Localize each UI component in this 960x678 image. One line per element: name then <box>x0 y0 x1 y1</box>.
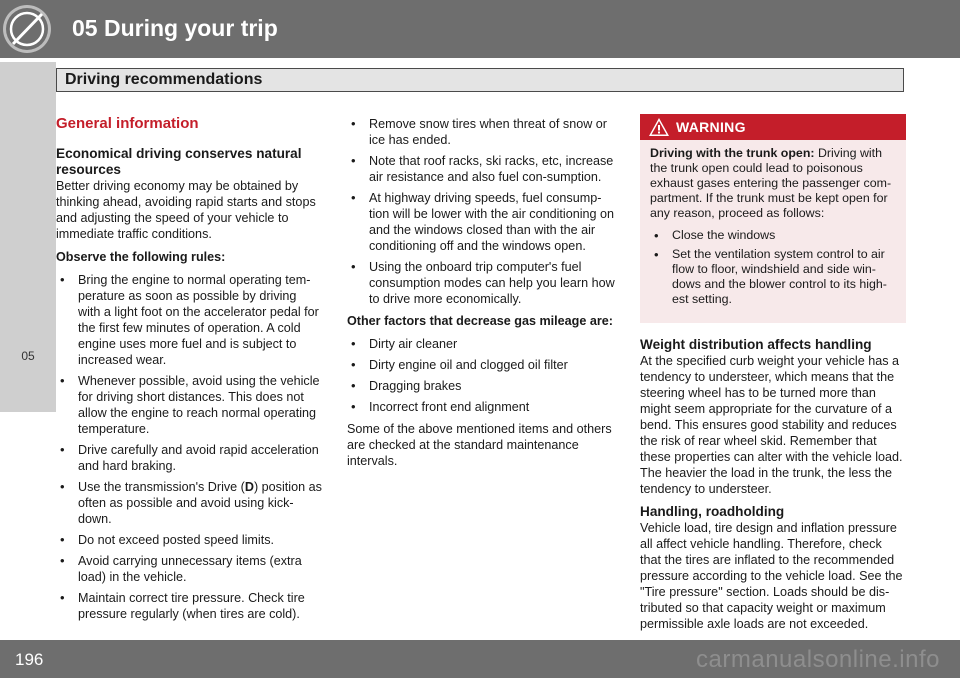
warning-lead-text: Driving with the trunk open could lead to poisonous exhaust gases entering the passenger com-partment. If the trunk must be kept open for any reason, proceed as follows: <box>650 146 892 220</box>
section-title: Driving recommendations <box>65 71 263 88</box>
maintenance-note: Some of the above mentioned items and others are checked at the standard maintenance intervals. <box>347 422 612 468</box>
column-3 <box>640 114 906 639</box>
handling-heading: Handling, roadholding <box>640 504 785 519</box>
economical-driving-intro: Better driving economy may be obtained by thinking ahead, avoiding rapid starts and stops and adjusting the speed of your vehicle to immediate traffic conditions. <box>56 179 316 241</box>
list-item: • Do not exceed posted speed limits. <box>56 532 322 548</box>
warning-header <box>640 114 906 140</box>
list-item: • Whenever possible, avoid using the vehicle for driving short distances. This does not allow the engine to reach normal operating temperature. <box>56 373 322 437</box>
list-item: • Dirty engine oil and clogged oil filter <box>347 357 615 373</box>
list-item-drive-position <box>56 479 322 527</box>
list-item: • Remove snow tires when threat of snow or ice has ended. <box>347 116 615 148</box>
drive-text-after: ) position as often as possible and avoid using kick-down. <box>78 480 322 526</box>
section-bar <box>56 68 904 92</box>
rules-list <box>56 272 322 622</box>
list-item: • Dirty air cleaner <box>347 336 615 352</box>
warning-list <box>650 228 896 307</box>
drive-text-before: Use the transmission's Drive ( <box>78 480 245 494</box>
chapter-side-tab <box>0 62 56 412</box>
chapter-title: 05 During your trip <box>72 15 278 41</box>
list-item: • At highway driving speeds, fuel consump-tion will be lower with the air conditioning on and the windows closed than with the air conditioning off and the windows open. <box>347 190 615 254</box>
list-item: • Bring the engine to normal operating tem-perature as soon as possible by driving with a light foot on the accelerator pedal for the first few minutes of operation. A cold engine uses more fuel and is subject to increased wear. <box>56 272 322 368</box>
warning-triangle-icon <box>648 117 670 137</box>
drive-letter: D <box>244 480 254 494</box>
handling-text: Vehicle load, tire design and inflation pressure all affect vehicle handling. Therefore, check that the tires are inflated to the recommended pressure according to the vehicle load. See the "Tire pressure" section. Loads should be dis-tributed so that capacity weight or maximum permissible axle loads are not exceeded. <box>640 521 903 631</box>
chapter-header <box>0 0 960 58</box>
warning-body <box>640 140 906 307</box>
warning-box <box>640 114 906 323</box>
list-item: • Maintain correct tire pressure. Check tire pressure regularly (when tires are cold). <box>56 590 322 622</box>
warning-lead: Driving with the trunk open: <box>650 146 815 160</box>
warning-text <box>650 146 896 221</box>
list-item: • Drive carefully and avoid rapid acceleration and hard braking. <box>56 442 322 474</box>
list-item: • Incorrect front end alignment <box>347 399 615 415</box>
rules-list-continued <box>347 116 615 307</box>
other-factors-label: Other factors that decrease gas mileage are: <box>347 314 613 328</box>
volvo-logo-icon <box>0 0 58 58</box>
column-2 <box>347 116 615 476</box>
list-item: • Note that roof racks, ski racks, etc, increase air resistance and also fuel con-sumption. <box>347 153 615 185</box>
rules-label: Observe the following rules: <box>56 250 226 264</box>
list-item: • Set the ventilation system control to air flow to floor, windshield and side win-dows and the blower control to its high-est setting. <box>650 247 896 307</box>
side-tab-label: 05 <box>21 349 35 363</box>
column-1 <box>56 114 322 628</box>
warning-title: WARNING <box>676 119 746 135</box>
page-footer <box>0 640 960 678</box>
page-number: 196 <box>15 650 44 669</box>
list-item: • Using the onboard trip computer's fuel consumption modes can help you learn how to drive more economically. <box>347 259 615 307</box>
general-information-heading: General information <box>56 115 199 132</box>
list-item: • Dragging brakes <box>347 378 615 394</box>
list-item: • Close the windows <box>650 228 896 243</box>
weight-distribution-text: At the specified curb weight your vehicle has a tendency to understeer, which means that the steering wheel has to be turned more than might seem appropriate for the curvature of a bend. This ensures good stability and reduces the risk of rear wheel skid. Remember that these properties can alter with the vehicle load. The heavier the load in the trunk, the less the tendency to understeer. <box>640 354 903 496</box>
watermark: carmanualsonline.info <box>696 646 940 673</box>
economical-driving-heading: Economical driving conserves natural resources <box>56 146 302 177</box>
list-item: • Avoid carrying unnecessary items (extra load) in the vehicle. <box>56 553 322 585</box>
weight-distribution-heading: Weight distribution affects handling <box>640 337 872 352</box>
factors-list <box>347 336 615 415</box>
side-tab-divider <box>0 412 56 422</box>
